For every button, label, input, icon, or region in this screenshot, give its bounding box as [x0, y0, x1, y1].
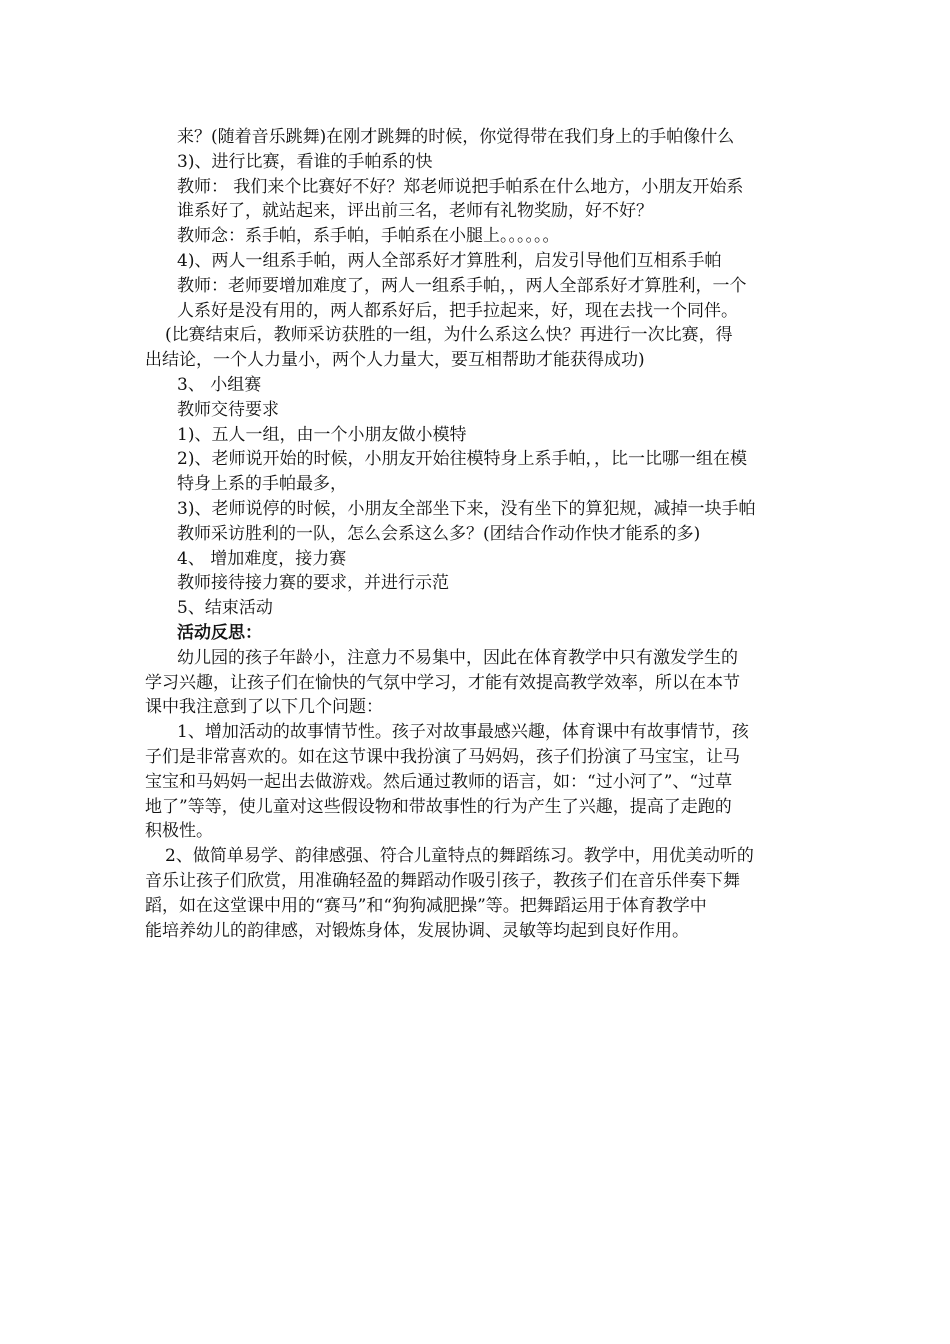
- text-line: 地了”等等，使儿童对这些假设物和带故事性的行为产生了兴趣，提高了走跑的: [145, 796, 732, 817]
- text-line: 4)、两人一组系手帕，两人全部系好才算胜利，启发引导他们互相系手帕: [177, 250, 722, 271]
- text-line: 教师采访胜利的一队，怎么会系这么多？(团结合作动作快才能系的多): [177, 523, 701, 544]
- text-line: 音乐让孩子们欣赏，用准确轻盈的舞蹈动作吸引孩子，教孩子们在音乐伴奏下舞: [145, 870, 740, 891]
- text-line: 教师：老师要增加难度了，两人一组系手帕，，两人全部系好才算胜利，一个: [177, 275, 747, 296]
- text-line: 课中我注意到了以下几个问题：: [145, 697, 383, 718]
- text-line: 学习兴趣，让孩子们在愉快的气氛中学习，才能有效提高教学效率，所以在本节: [145, 672, 740, 693]
- text-line: 2)、老师说开始的时候，小朋友开始往模特身上系手帕，，比一比哪一组在模: [177, 449, 747, 470]
- section-heading: 5、结束活动: [177, 598, 273, 619]
- text-line: 3)、进行比赛，看谁的手帕系的快: [177, 151, 433, 172]
- text-line: 教师接待接力赛的要求，并进行示范: [177, 573, 449, 594]
- section-heading: 3、 小组赛: [177, 374, 262, 395]
- text-line: 1、增加活动的故事情节性。孩子对故事最感兴趣，体育课中有故事情节，孩: [177, 722, 749, 743]
- text-line: 积极性。: [145, 821, 213, 842]
- text-line: 教师交待要求: [177, 399, 279, 420]
- text-line: 教师： 我们来个比赛好不好？郑老师说把手帕系在什么地方，小朋友开始系: [177, 176, 744, 197]
- text-line: 谁系好了，就站起来，评出前三名，老师有礼物奖励，好不好？: [177, 201, 653, 222]
- text-line: 宝宝和马妈妈一起出去做游戏。然后通过教师的语言，如：“过小河了”、“过草: [145, 771, 733, 792]
- text-line: 能培养幼儿的韵律感，对锻炼身体，发展协调、灵敏等均起到良好作用。: [145, 920, 689, 941]
- text-line: 蹈，如在这堂课中用的“赛马”和“狗狗减肥操”等。把舞蹈运用于体育教学中: [145, 895, 707, 916]
- section-heading: 4、 增加难度，接力赛: [177, 548, 347, 569]
- text-line: 子们是非常喜欢的。如在这节课中我扮演了马妈妈，孩子们扮演了马宝宝，让马: [145, 746, 740, 767]
- text-line: 1)、五人一组，由一个小朋友做小模特: [177, 424, 467, 445]
- text-line: 人系好是没有用的，两人都系好后，把手拉起来，好，现在去找一个同伴。: [177, 300, 738, 321]
- text-line: 幼儿园的孩子年龄小，注意力不易集中，因此在体育教学中只有激发学生的: [177, 647, 738, 668]
- text-line: 2、做简单易学、韵律感强、符合儿童特点的舞蹈练习。教学中，用优美动听的: [165, 846, 754, 867]
- text-line: 教师念：系手帕，系手帕，手帕系在小腿上。。。。。。: [177, 226, 560, 247]
- document-body: [145, 125, 811, 943]
- text-line: 特身上系的手帕最多，: [177, 474, 347, 495]
- text-line: (比赛结束后，教师采访获胜的一组，为什么系这么快？再进行一次比赛，得: [165, 325, 733, 346]
- text-line: 出结论，一个人力量小，两个人力量大，要互相帮助才能获得成功): [145, 350, 645, 371]
- text-line: 3)、老师说停的时候，小朋友全部坐下来，没有坐下的算犯规，减掉一块手帕: [177, 498, 756, 519]
- text-line: 来？(随着音乐跳舞)在刚才跳舞的时候，你觉得带在我们身上的手帕像什么: [177, 127, 735, 147]
- reflection-heading: 活动反思：: [177, 622, 262, 643]
